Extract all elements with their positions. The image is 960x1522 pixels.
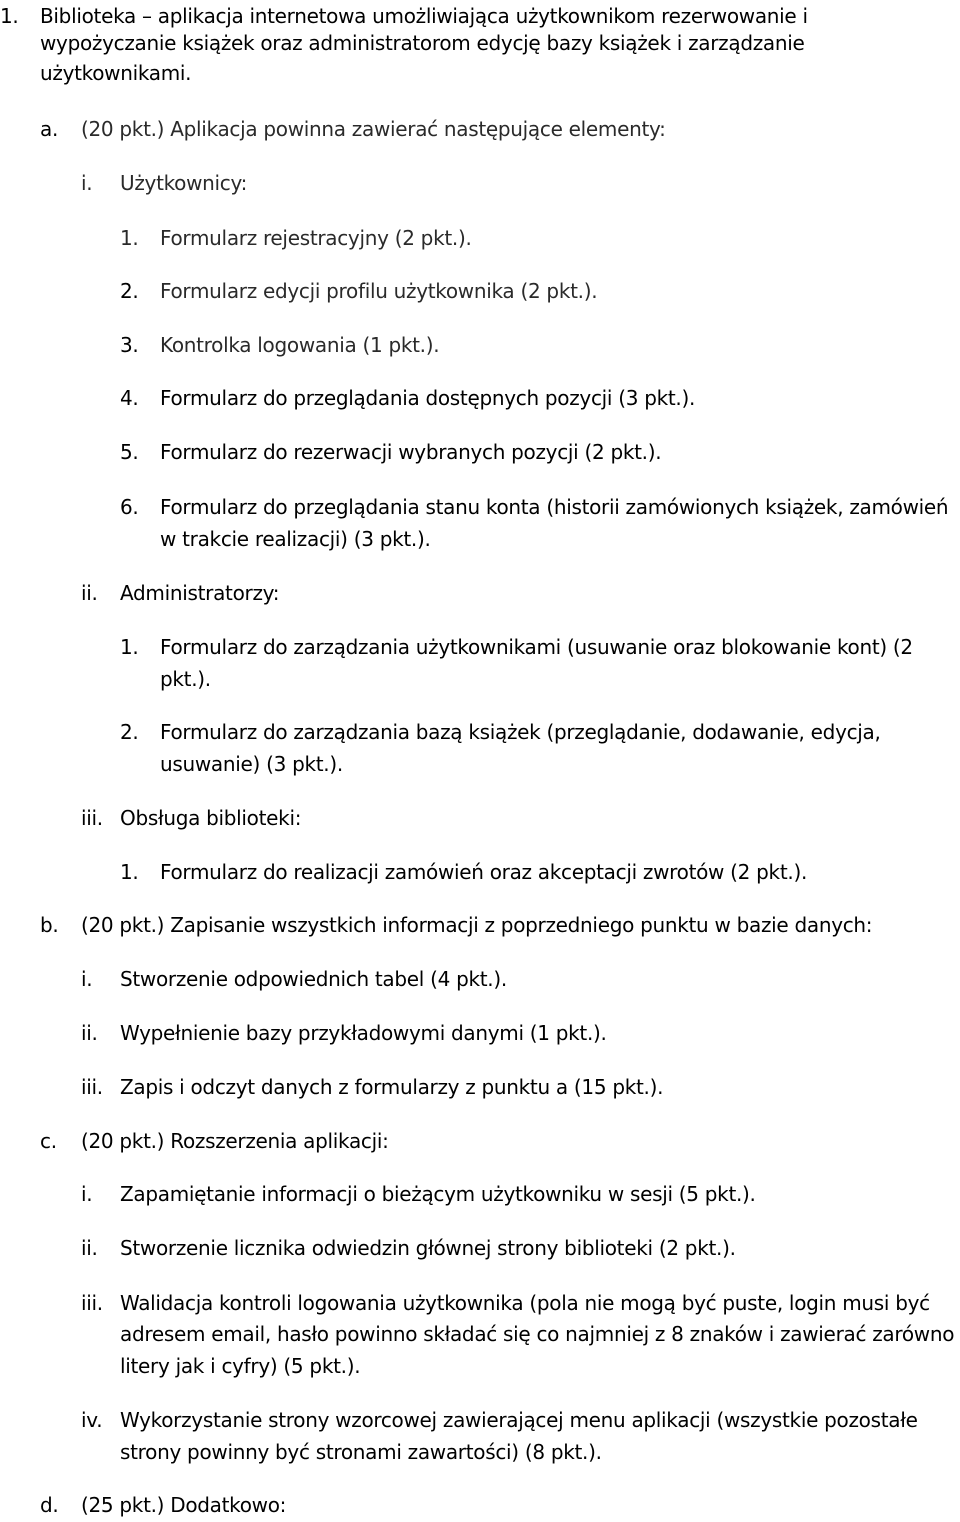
list-number: 2.: [120, 720, 139, 744]
paragraph-line: Biblioteka – aplikacja internetowa umożliwiająca użytkownikom rezerwowanie i: [40, 4, 808, 28]
list-item-continuation: usuwanie) (3 pkt.).: [160, 752, 343, 776]
list-item-continuation: strony powinny być stronami zawartości) (8 pkt.).: [120, 1440, 602, 1464]
list-item: Zapis i odczyt danych z formularzy z punktu a (15 pkt.).: [120, 1075, 664, 1099]
list-item: Formularz do zarządzania bazą książek (przeglądanie, dodawanie, edycja,: [160, 720, 881, 744]
list-number: 3.: [120, 333, 139, 357]
list-number: iii.: [81, 1075, 103, 1099]
list-item: Formularz do zarządzania użytkownikami (usuwanie oraz blokowanie kont) (2: [160, 635, 913, 659]
list-item: Wypełnienie bazy przykładowymi danymi (1 pkt.).: [120, 1021, 607, 1045]
list-item: Kontrolka logowania (1 pkt.).: [160, 333, 440, 357]
list-number: 1.: [120, 860, 139, 884]
list-number: ii.: [81, 1021, 98, 1045]
list-item: Stworzenie odpowiednich tabel (4 pkt.).: [120, 967, 507, 991]
list-item: Formularz edycji profilu użytkownika (2 pkt.).: [160, 279, 598, 303]
list-number: ii.: [81, 1236, 98, 1260]
list-item-continuation: adresem email, hasło powinno składać się co najmniej z 8 znaków i zawierać zarówno: [120, 1322, 955, 1346]
group-title: Obsługa biblioteki:: [120, 806, 302, 830]
list-item: Walidacja kontroli logowania użytkownika (pola nie mogą być puste, login musi być: [120, 1291, 930, 1315]
section-heading: (20 pkt.) Aplikacja powinna zawierać następujące elementy:: [81, 117, 666, 141]
section-heading: (25 pkt.) Dodatkowo:: [81, 1493, 287, 1517]
list-item-continuation: pkt.).: [160, 667, 211, 691]
paragraph-line: wypożyczanie książek oraz administratorom edycję bazy książek i zarządzanie: [40, 31, 805, 55]
section-heading: (20 pkt.) Rozszerzenia aplikacji:: [81, 1129, 389, 1153]
list-item: Formularz rejestracyjny (2 pkt.).: [160, 226, 472, 250]
list-item: Stworzenie licznika odwiedzin głównej strony biblioteki (2 pkt.).: [120, 1236, 736, 1260]
list-number: 6.: [120, 495, 139, 519]
list-number: iii.: [81, 1291, 103, 1315]
list-item: Zapamiętanie informacji o bieżącym użytkowniku w sesji (5 pkt.).: [120, 1182, 756, 1206]
group-title: Administratorzy:: [120, 581, 280, 605]
section-marker: b.: [40, 913, 59, 937]
group-marker: ii.: [81, 581, 98, 605]
section-marker: c.: [40, 1129, 57, 1153]
list-number: 1.: [120, 635, 139, 659]
section-marker: d.: [40, 1493, 59, 1517]
list-number: i.: [81, 967, 93, 991]
paragraph-line: użytkownikami.: [40, 61, 192, 85]
group-marker: i.: [81, 171, 93, 195]
list-item: Formularz do przeglądania stanu konta (historii zamówionych książek, zamówień: [160, 495, 949, 519]
list-item: Wykorzystanie strony wzorcowej zawierającej menu aplikacji (wszystkie pozostałe: [120, 1408, 918, 1432]
section-heading: (20 pkt.) Zapisanie wszystkich informacji z poprzedniego punktu w bazie danych:: [81, 913, 873, 937]
list-item: Formularz do przeglądania dostępnych pozycji (3 pkt.).: [160, 386, 696, 410]
list-item-continuation: w trakcie realizacji) (3 pkt.).: [160, 527, 431, 551]
list-number: i.: [81, 1182, 93, 1206]
list-number: 5.: [120, 440, 139, 464]
list-number: 2.: [120, 279, 139, 303]
list-item-continuation: litery jak i cyfry) (5 pkt.).: [120, 1354, 361, 1378]
list-number: 4.: [120, 386, 139, 410]
group-marker: iii.: [81, 806, 103, 830]
list-item: Formularz do realizacji zamówień oraz akceptacji zwrotów (2 pkt.).: [160, 860, 807, 884]
group-title: Użytkownicy:: [120, 171, 248, 195]
list-number: 1.: [0, 4, 19, 28]
list-item: Formularz do rezerwacji wybranych pozycji (2 pkt.).: [160, 440, 662, 464]
section-marker: a.: [40, 117, 59, 141]
list-number: iv.: [81, 1408, 103, 1432]
list-number: 1.: [120, 226, 139, 250]
